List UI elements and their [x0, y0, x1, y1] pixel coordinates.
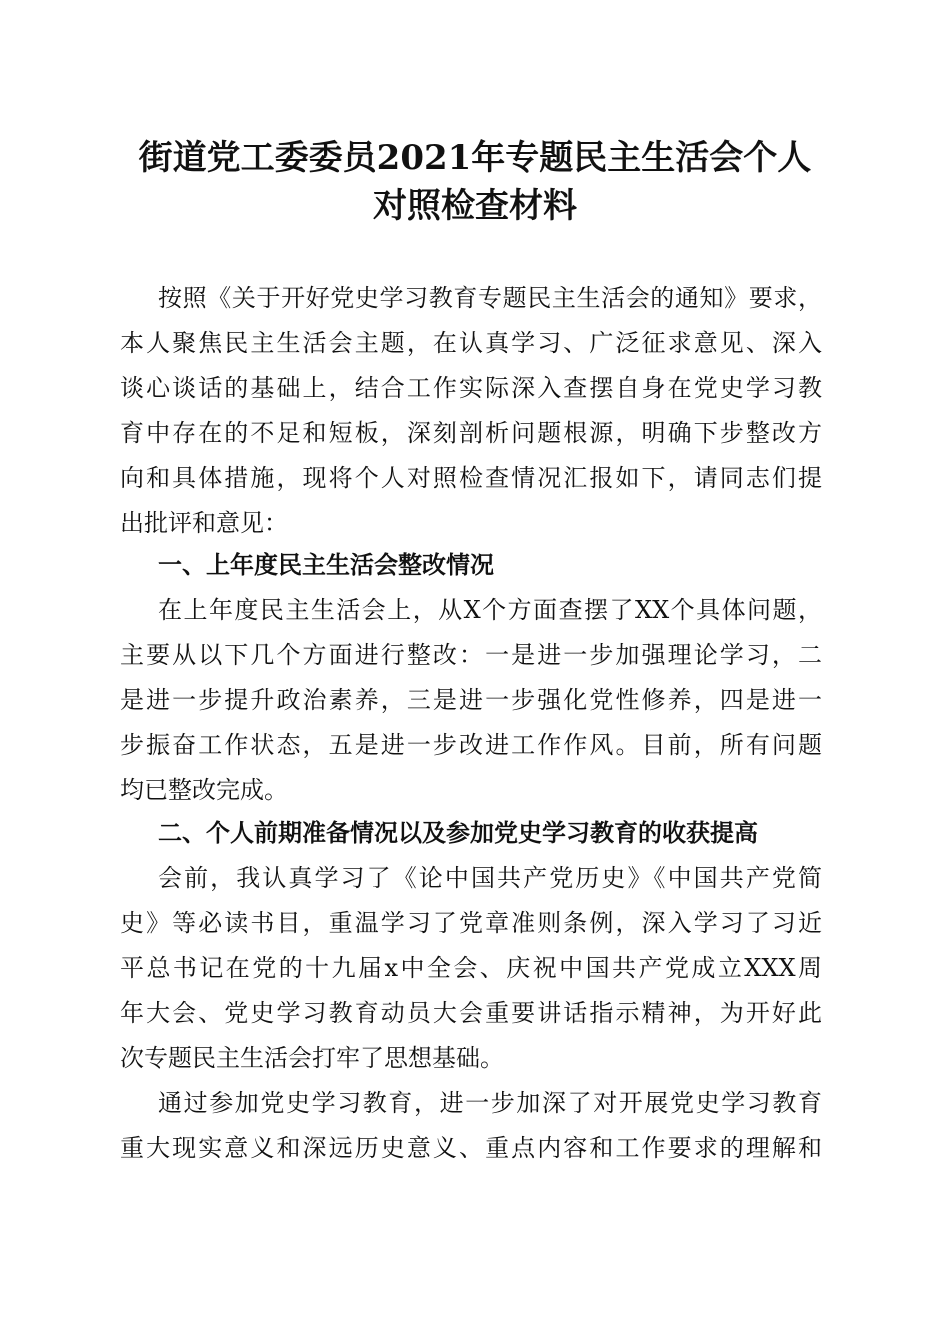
section-heading-1: 一、上年度民主生活会整改情况: [158, 551, 494, 579]
intro-line: 按照《关于开好党史学习教育专题民主生活会的通知》要求，: [158, 284, 822, 312]
intro-line: 向和具体措施，现将个人对照检查情况汇报如下，请同志们提: [120, 464, 822, 492]
section2-para1-line: 平总书记在党的十九届x中全会、庆祝中国共产党成立XXX周: [120, 954, 822, 982]
intro-line: 出批评和意见：: [120, 509, 288, 537]
document-title-line-1: 街道党工委委员2021年专题民主生活会个人: [138, 138, 812, 178]
section1-line: 是进一步提升政治素养，三是进一步强化党性修养，四是进一: [120, 686, 822, 714]
intro-line: 谈心谈话的基础上，结合工作实际深入查摆自身在党史学习教: [120, 374, 822, 402]
section1-line: 主要从以下几个方面进行整改：一是进一步加强理论学习，二: [120, 641, 822, 669]
section1-line: 在上年度民主生活会上，从X个方面查摆了XX个具体问题，: [158, 596, 822, 624]
section2-para2-line: 通过参加党史学习教育，进一步加深了对开展党史学习教育: [158, 1089, 822, 1117]
section2-para2-line: 重大现实意义和深远历史意义、重点内容和工作要求的理解和: [120, 1134, 822, 1162]
intro-line: 本人聚焦民主生活会主题，在认真学习、广泛征求意见、深入: [120, 329, 822, 357]
section2-para1-line: 年大会、党史学习教育动员大会重要讲话指示精神，为开好此: [120, 999, 822, 1027]
section1-line: 步振奋工作状态，五是进一步改进工作作风。目前，所有问题: [120, 731, 822, 759]
section2-para1-line: 史》等必读书目，重温学习了党章准则条例，深入学习了习近: [120, 909, 822, 937]
section-heading-2: 二、个人前期准备情况以及参加党史学习教育的收获提高: [158, 819, 758, 847]
section2-para1-line: 次专题民主生活会打牢了思想基础。: [120, 1044, 504, 1072]
intro-line: 育中存在的不足和短板，深刻剖析问题根源，明确下步整改方: [120, 419, 822, 447]
document-title-line-2: 对照检查材料: [373, 186, 577, 226]
section2-para1-line: 会前，我认真学习了《论中国共产党历史》《中国共产党简: [158, 864, 822, 892]
section1-line: 均已整改完成。: [120, 776, 288, 804]
